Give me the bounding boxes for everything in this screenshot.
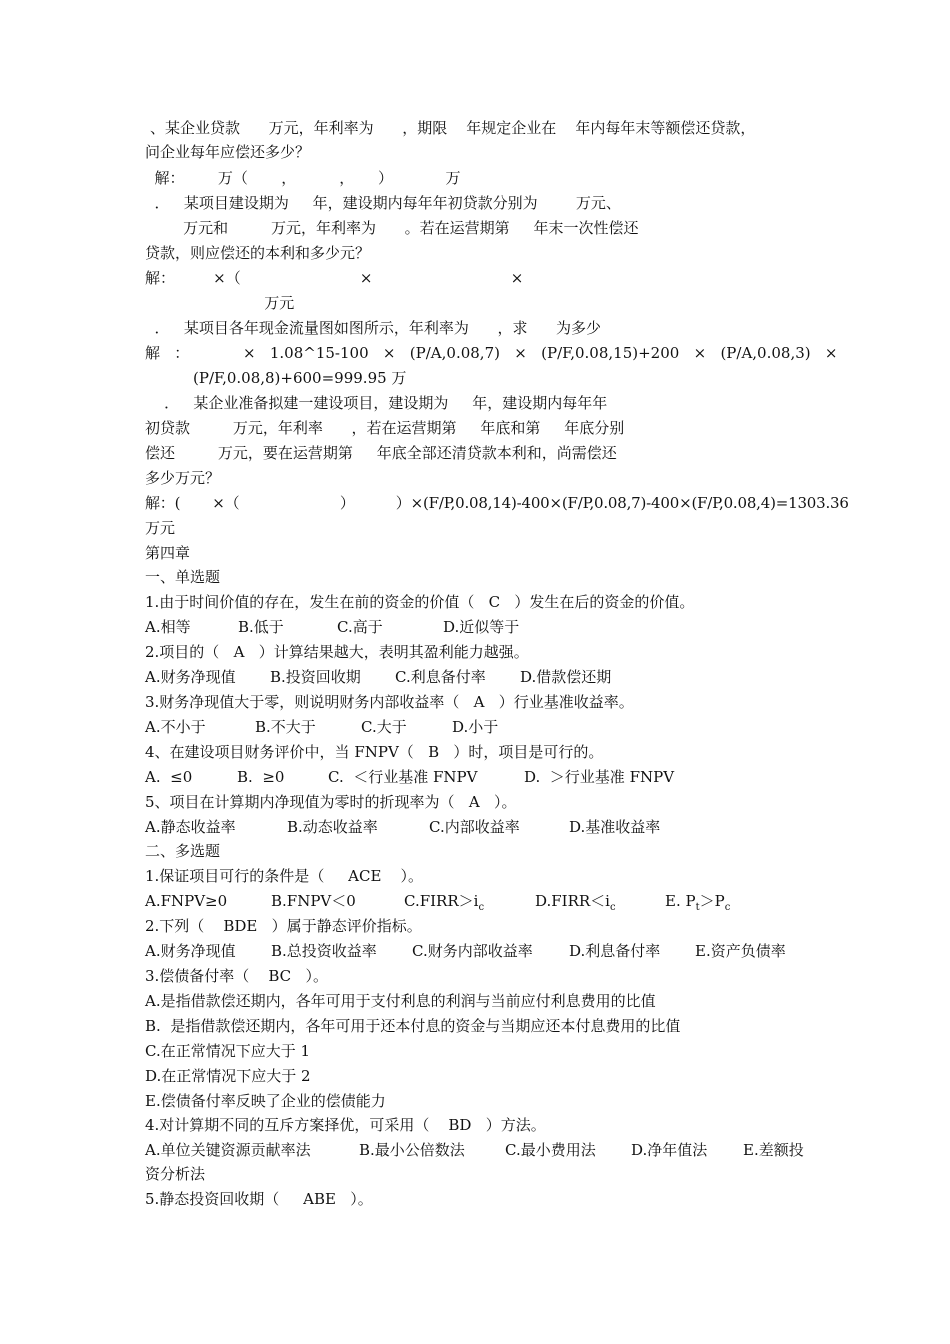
option-c: C. ＜行业基准 FNPV xyxy=(328,768,478,786)
option-e: E.资产负债率 xyxy=(695,942,786,960)
option-d: $D.FIRR<i_c$ xyxy=(535,892,616,913)
text-line: ． 某企业准备拟建一建设项目，建设期为 年，建设期内每年年 xyxy=(145,394,608,412)
text-line: 解： ×（ × × xyxy=(145,269,524,287)
section-heading: 一、单选题 xyxy=(145,568,221,586)
text-line: 初贷款 万元，年利率 ，若在运营期第 年底和第 年底分别 xyxy=(145,419,625,437)
option-b: B.不大于 xyxy=(255,718,316,736)
option-b: B.投资回收期 xyxy=(270,668,361,686)
chapter-heading: 第四章 xyxy=(145,544,191,562)
option-d: D.利息备付率 xyxy=(569,942,661,960)
option-b: B.最小公倍数法 xyxy=(359,1141,465,1159)
option-b: B.动态收益率 xyxy=(287,818,378,836)
option-c: C.最小费用法 xyxy=(505,1141,596,1159)
text-line: ． 某项目各年现金流量图如图所示，年利率为 ，求 为多少 xyxy=(145,319,602,337)
option-c: C.内部收益率 xyxy=(429,818,520,836)
question-text: 3.财务净现值大于零，则说明财务内部收益率（ A ）行业基准收益率。 xyxy=(145,693,634,711)
option-d: D.借款偿还期 xyxy=(520,668,612,686)
question-text: 3.偿债备付率（ BC ）。 xyxy=(145,967,328,985)
text-line: 解： 万（ ， ， ） 万 xyxy=(145,169,461,187)
text-line: 多少万元？ xyxy=(145,469,221,487)
text-line: 万元和 万元，年利率为 。若在运营期第 年末一次性偿还 xyxy=(145,219,639,237)
text-line: 解 ： xyxy=(145,344,190,362)
option-c: C.高于 xyxy=(337,618,383,636)
question-text: 5、项目在计算期内净现值为零时的折现率为（ A ）。 xyxy=(145,793,517,811)
question-text: 1.保证项目可行的条件是（ ACE ）。 xyxy=(145,867,423,885)
option-d: D.小于 xyxy=(452,718,499,736)
option-d: D. ＞行业基准 FNPV xyxy=(524,768,675,786)
option-c: C.在正常情况下应大于 1 xyxy=(145,1042,311,1060)
text-line: (P/F,0.08,8)+600=999.95 万 xyxy=(193,369,407,387)
option-c: C.利息备付率 xyxy=(395,668,486,686)
option-a: A.相等 xyxy=(145,618,191,636)
question-text: 4、在建设项目财务评价中，当 FNPV（ B ）时，项目是可行的。 xyxy=(145,743,604,761)
text-line: × 1.08^15-100 × (P/A,0.08,7) × (P/F,0.08,15)+200 × (P/A,0.08,3) × xyxy=(243,344,838,362)
option-a: A.FNPV≥0 xyxy=(145,892,228,910)
text-line: 解：( ×（ ） ）×(F/P,0.08,14)-400×(F/P,0.08,7)-400×(F/P,0.08,4)=1303.36 xyxy=(145,494,849,512)
question-text: 1.由于时间价值的存在，发生在前的资金的价值（ C ）发生在后的资金的价值。 xyxy=(145,593,695,611)
option-e-continued: 资分析法 xyxy=(145,1165,206,1183)
option-d: D.在正常情况下应大于 2 xyxy=(145,1067,311,1085)
text-line: 偿还 万元，要在运营期第 年底全部还清贷款本利和，尚需偿还 xyxy=(145,444,617,462)
question-text: 2.下列（ BDE ）属于静态评价指标。 xyxy=(145,917,422,935)
text-line: 问企业每年应偿还多少？ xyxy=(145,143,311,161)
option-c: C.财务内部收益率 xyxy=(412,942,533,960)
option-d: D.基准收益率 xyxy=(569,818,661,836)
option-e: E. $P_t>P_c$ xyxy=(665,892,731,913)
option-a: A.是指借款偿还期内，各年可用于支付利息的利润与当前应付利息费用的比值 xyxy=(145,992,656,1010)
option-b: B. ≥0 xyxy=(237,768,285,786)
option-a: A.财务净现值 xyxy=(145,942,236,960)
option-b: B. 是指借款偿还期内，各年可用于还本付息的资金与当期应还本付息费用的比值 xyxy=(145,1017,681,1035)
option-a: A. ≤0 xyxy=(145,768,193,786)
option-b: B.总投资收益率 xyxy=(271,942,377,960)
section-heading: 二、多选题 xyxy=(145,842,221,860)
text-line: 贷款，则应偿还的本利和多少元？ xyxy=(145,244,371,262)
option-e: E.差额投 xyxy=(743,1141,804,1159)
option-c: C.大于 xyxy=(361,718,407,736)
option-b: B.FNPV＜0 xyxy=(271,892,356,910)
text-line: 万元 xyxy=(145,519,176,537)
question-text: 2.项目的（ A ）计算结果越大，表明其盈利能力越强。 xyxy=(145,643,529,661)
text-line: 、某企业贷款 万元，年利率为 ，期限 年规定企业在 年内每年末等额偿还贷款， xyxy=(150,119,756,137)
question-text: 5.静态投资回收期（ ABE ）。 xyxy=(145,1190,373,1208)
option-a: A.单位关键资源贡献率法 xyxy=(145,1141,311,1159)
option-c: $C.FIRR>i_c$ xyxy=(404,892,485,913)
option-d: D.净年值法 xyxy=(631,1141,708,1159)
text-line: ． 某项目建设期为 年，建设期内每年年初贷款分别为 万元、 xyxy=(145,194,621,212)
option-d: D.近似等于 xyxy=(443,618,520,636)
option-a: A.财务净现值 xyxy=(145,668,236,686)
option-b: B.低于 xyxy=(238,618,284,636)
option-a: A.不小于 xyxy=(145,718,206,736)
question-text: 4.对计算期不同的互斥方案择优，可采用（ BD ）方法。 xyxy=(145,1116,546,1134)
text-line: 万元 xyxy=(145,294,295,312)
option-e: E.偿债备付率反映了企业的偿债能力 xyxy=(145,1092,386,1110)
option-a: A.静态收益率 xyxy=(145,818,236,836)
